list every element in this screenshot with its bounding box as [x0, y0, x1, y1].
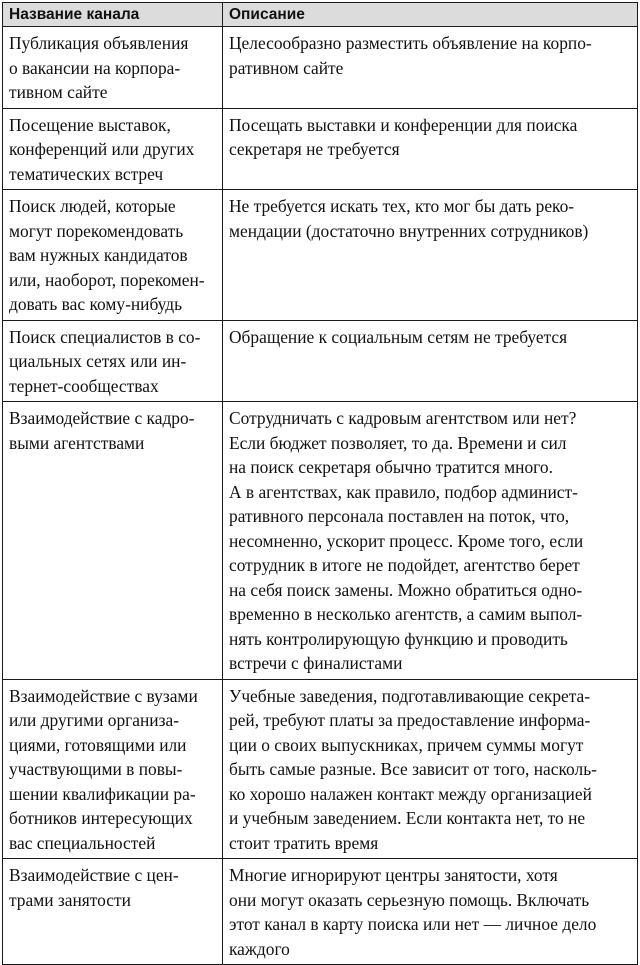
description-cell [223, 190, 638, 321]
description-line: временно в несколько агентств, а самим выпол- [229, 604, 583, 624]
description-cell [223, 679, 638, 859]
description-line: этот канал в карту поиска или нет — личное дело [229, 914, 597, 934]
channel-name-line: шении квалификации ра- [9, 783, 196, 804]
description-line: на поиск секретаря обычно тратится много. [229, 457, 553, 477]
description-line: они могут оказать серьезную помощь. Включать [229, 889, 590, 910]
channel-name-line: трами занятости [9, 889, 131, 910]
description-line: Целесообразно разместить объявление на корпо- [229, 33, 592, 53]
description-cell [223, 27, 638, 109]
table-row [3, 402, 638, 680]
channel-name-cell [3, 679, 223, 859]
description-line: ко хорошо налажен контакт между организацией [229, 783, 592, 804]
header-channel-name: Название канала [3, 3, 223, 27]
channel-name-line: циальных сетях или ин- [9, 351, 187, 371]
description-line: сотрудник в итоге не подойдет, агентство берет [229, 555, 580, 575]
table-row [3, 27, 638, 109]
channel-name-line: довать вас кому-нибудь [9, 294, 183, 314]
channel-name-cell [3, 190, 223, 321]
channel-name-line: вам нужных кандидатов [9, 245, 188, 265]
channel-name-cell [3, 859, 223, 965]
description-cell [223, 320, 638, 402]
description-line: Обращение к социальным сетям не требуется [229, 326, 568, 347]
channel-name-line: циями, готовящими или [9, 734, 187, 755]
channel-name-cell [3, 27, 223, 109]
channel-name-line: или другими организа- [9, 710, 179, 730]
channel-name-line: о вакансии на корпора- [9, 57, 181, 78]
table-row [3, 108, 638, 190]
description-cell [223, 402, 638, 680]
description-line: ративного персонала поставлен на поток, что, [229, 506, 570, 526]
description-line: Учебные заведения, подготавливающие секрета- [229, 685, 591, 706]
table-body [3, 27, 638, 965]
channel-name-line: конференций или других [9, 139, 195, 159]
table-row [3, 679, 638, 859]
description-cell [223, 859, 638, 965]
table-row [3, 190, 638, 321]
channel-name-cell [3, 108, 223, 190]
header-row [3, 3, 638, 27]
description-line: на себя поиск замены. Можно обратиться одно- [229, 579, 583, 600]
channel-name-cell [3, 402, 223, 680]
recruitment-channels-table [2, 2, 638, 965]
description-line: А в агентствах, как правило, подбор админист- [229, 481, 578, 502]
channel-name-line: тивном сайте [9, 82, 108, 102]
description-line: нять контролирующую функцию и проводить [229, 628, 568, 649]
description-line: Если бюджет позволяет, то да. Времени и сил [229, 432, 567, 453]
channel-name-line: Поиск людей, которые [9, 196, 176, 216]
description-line: ции о своих выпускниках, причем суммы могут [229, 734, 584, 755]
description-line: встречи с финалистами [229, 653, 403, 673]
channel-name-line: выми агентствами [9, 432, 145, 453]
channel-name-line: Взаимодействие с вузами [9, 685, 198, 706]
header-description: Описание [223, 3, 638, 27]
channel-name-line: Взаимодействие с кадро- [9, 408, 195, 428]
channel-name-line: вас специальностей [9, 832, 156, 853]
channel-name-line: Взаимодействие с цен- [9, 865, 179, 885]
description-line: мендации (достаточно внутренних сотрудников) [229, 220, 589, 241]
description-line: несомненно, ускорит процесс. Кроме того, если [229, 530, 584, 551]
channel-name-line: ботников интересующих [9, 808, 193, 828]
channel-name-line: или, наоборот, порекомен- [9, 269, 205, 290]
description-line: и учебным заведением. Если контакта нет, то не [229, 808, 586, 828]
description-line: секретаря не требуется [229, 139, 400, 159]
description-line: Не требуется искать тех, кто мог бы дать реко- [229, 196, 575, 216]
description-line: стоит тратить время [229, 832, 379, 853]
channel-name-cell [3, 320, 223, 402]
channel-name-line: Публикация объявления [9, 33, 189, 53]
channel-name-line: тематических встреч [9, 163, 164, 184]
channel-name-line: Поиск специалистов в со- [9, 326, 201, 347]
channel-name-line: тернет-сообществах [9, 375, 159, 396]
channel-name-line: участвующими в повы- [9, 759, 183, 779]
table-row [3, 320, 638, 402]
description-line: быть самые разные. Все зависит от того, насколь- [229, 759, 597, 779]
description-line: Посещать выставки и конференции для поиска [229, 114, 578, 135]
description-line: Сотрудничать с кадровым агентством или нет? [229, 408, 577, 428]
description-line: рей, требуют платы за предоставление информа- [229, 710, 591, 730]
description-line: каждого [229, 938, 290, 959]
description-cell [223, 108, 638, 190]
description-line: ративном сайте [229, 57, 344, 78]
channel-name-line: могут порекомендовать [9, 220, 184, 241]
channel-name-line: Посещение выставок, [9, 114, 171, 135]
description-line: Многие игнорируют центры занятости, хотя [229, 865, 558, 885]
table-row [3, 859, 638, 965]
